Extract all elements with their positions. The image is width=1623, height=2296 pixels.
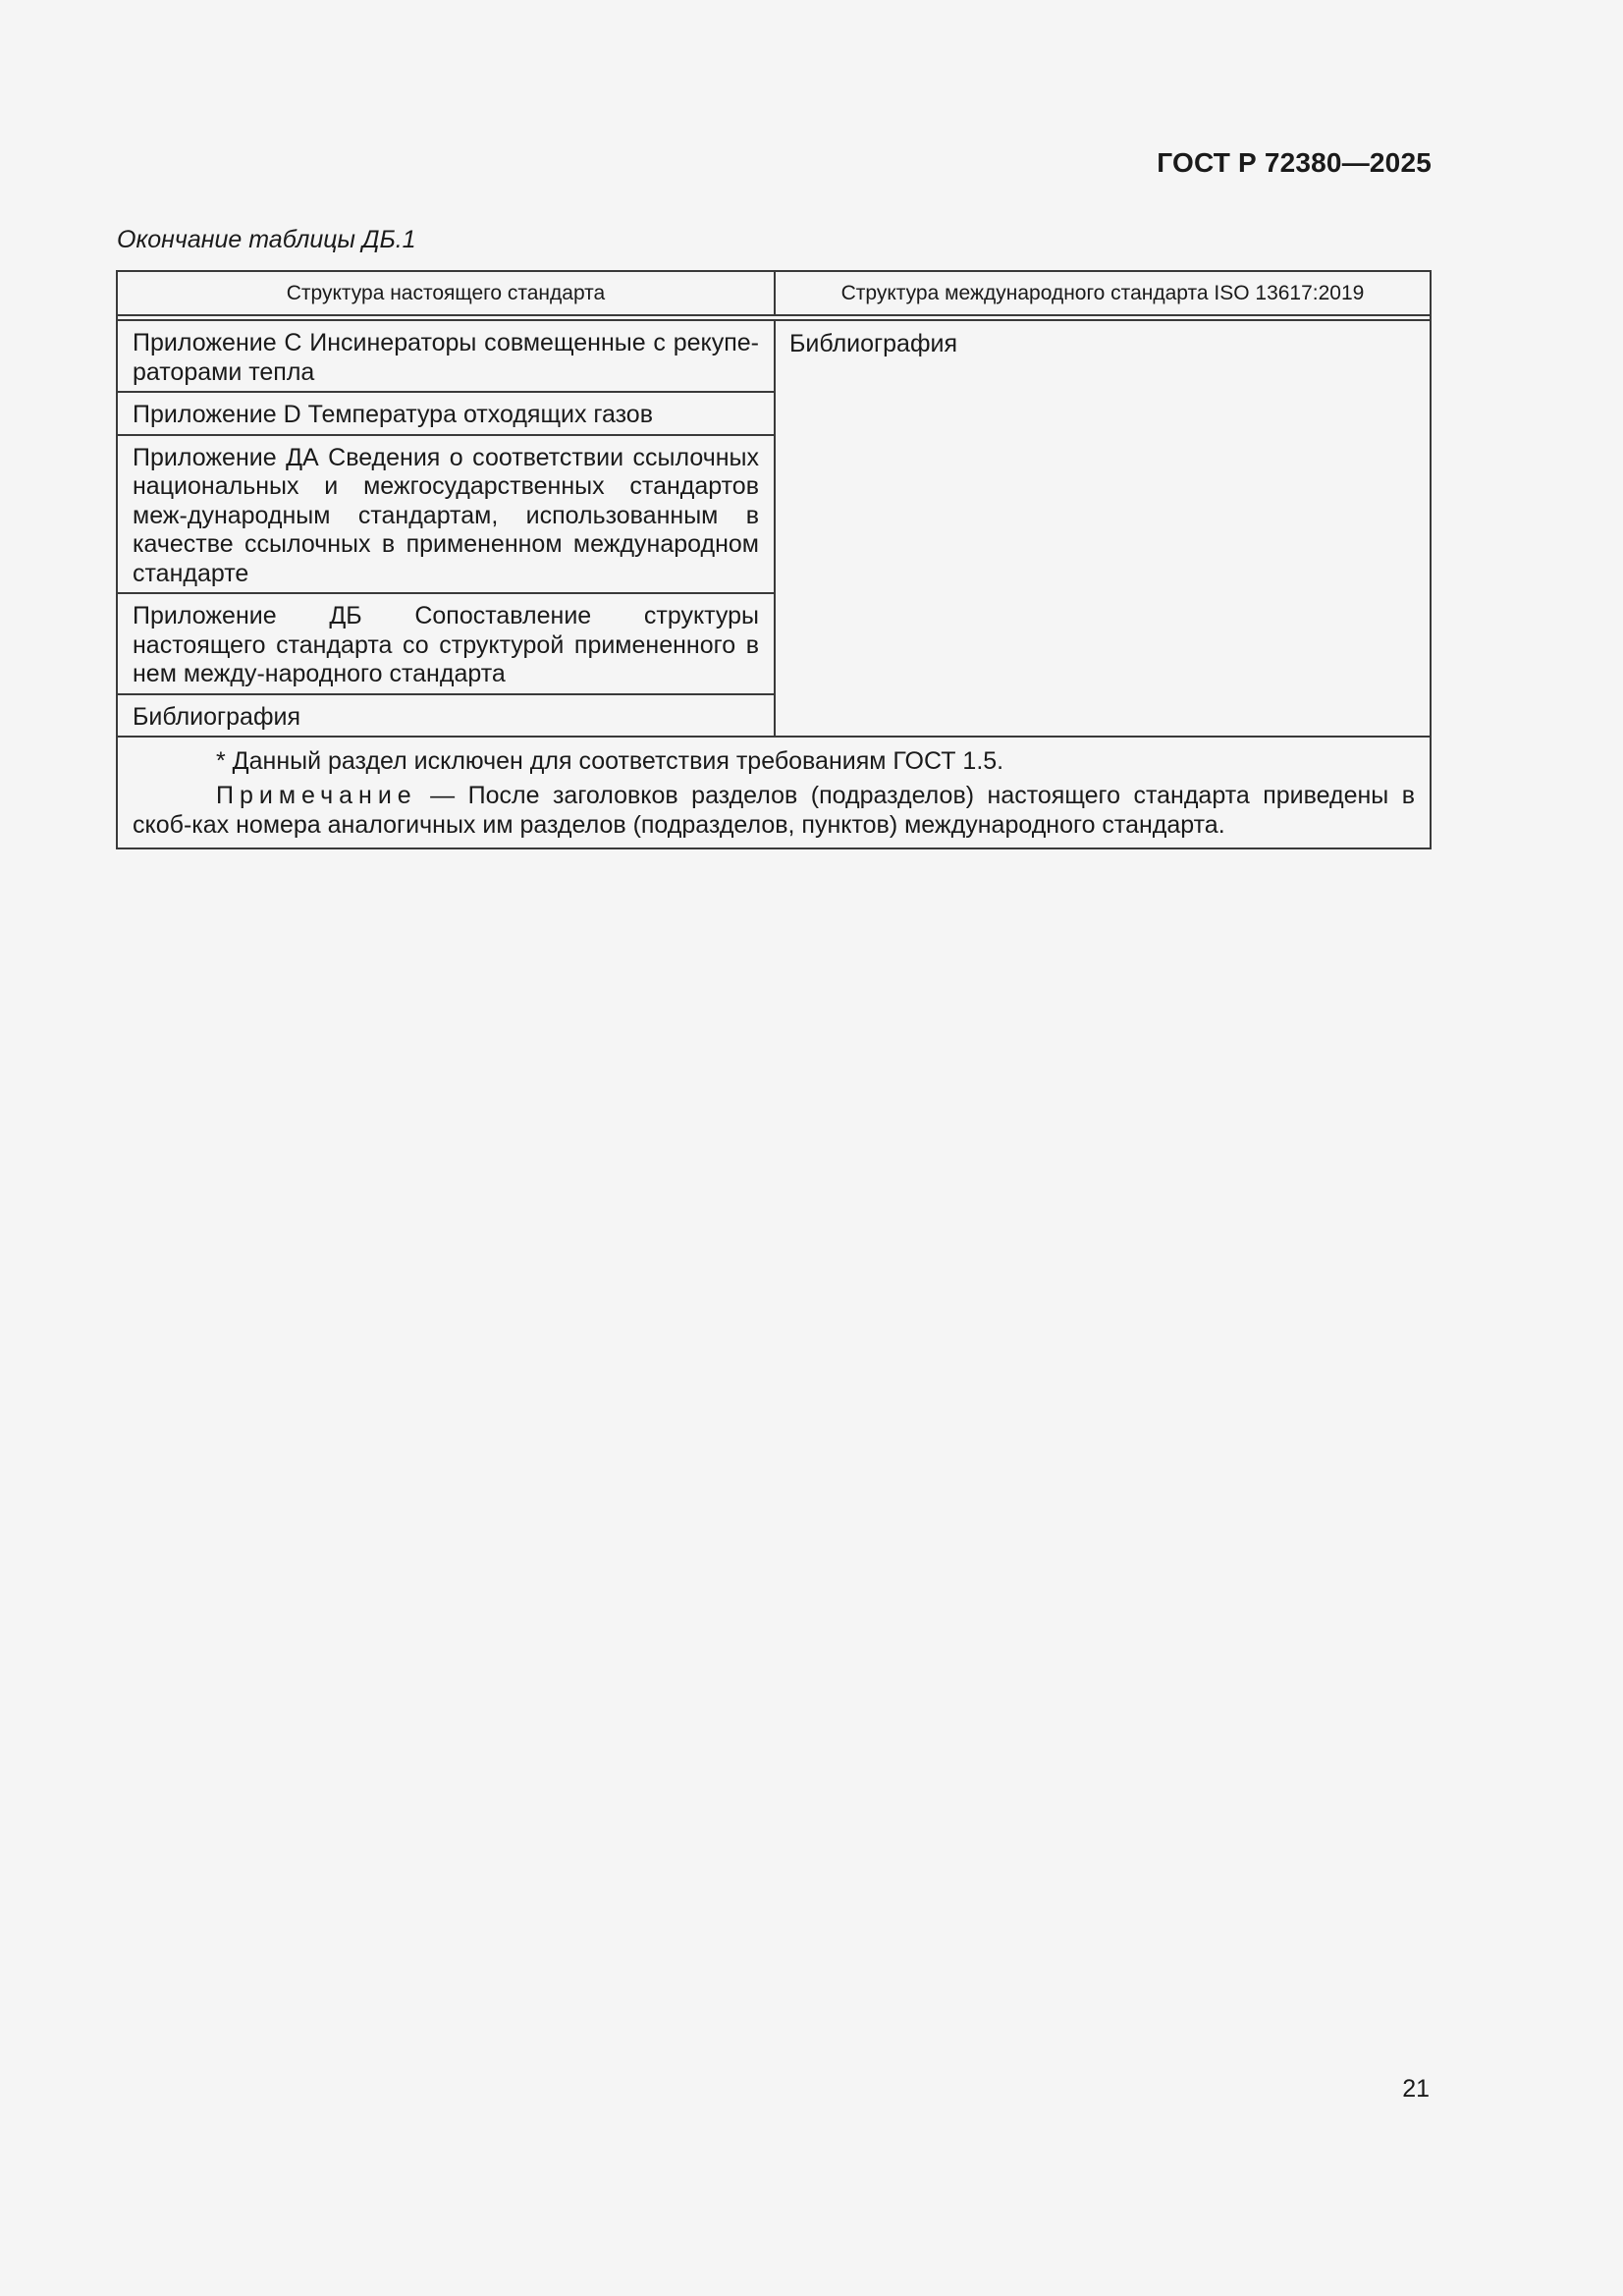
table-right-column: [776, 321, 1430, 736]
page-number: 21: [1402, 2075, 1430, 2103]
table-cell-bibliography: Библиография: [789, 330, 958, 357]
note-label: Примечание: [216, 782, 417, 809]
comparison-table: [116, 270, 1432, 849]
table-row: Приложение ДА Сведения о соответствии ссылочных национальных и межгосударственных стандартов меж-дународным стандартам, использованным в качестве ссылочных в примененном международном стандарте: [118, 436, 774, 595]
table-row: Приложение ДБ Сопоставление структуры настоящего стандарта со структурой примененного в нем между-народного стандарта: [118, 594, 774, 695]
table-row: Приложение D Температура отходящих газов: [118, 393, 774, 436]
document-code: ГОСТ Р 72380—2025: [1157, 147, 1432, 178]
table-body: [118, 321, 1430, 736]
table-header-cell-this-standard: Структура настоящего стандарта: [118, 272, 776, 314]
table-note: [133, 781, 1415, 840]
table-footnote: * Данный раздел исключен для соответствия требованиям ГОСТ 1.5.: [216, 747, 1004, 775]
table-row: Библиография: [133, 702, 301, 731]
table-left-column: [118, 321, 776, 736]
table-row: Приложение С Инсинераторы совмещенные с рекупе-раторами тепла: [118, 321, 774, 393]
table-footnotes: [118, 736, 1430, 847]
table-header-row: [118, 272, 1430, 316]
table-caption: Окончание таблицы ДБ.1: [117, 226, 416, 253]
note-text: — После заголовков разделов (подразделов) настоящего стандарта приведены в скоб-ках номера аналогичных им разделов (подразделов, пунктов) международного стандарта.: [133, 782, 1415, 839]
table-header-cell-iso-standard: Структура международного стандарта ISO 13617:2019: [840, 281, 1365, 304]
